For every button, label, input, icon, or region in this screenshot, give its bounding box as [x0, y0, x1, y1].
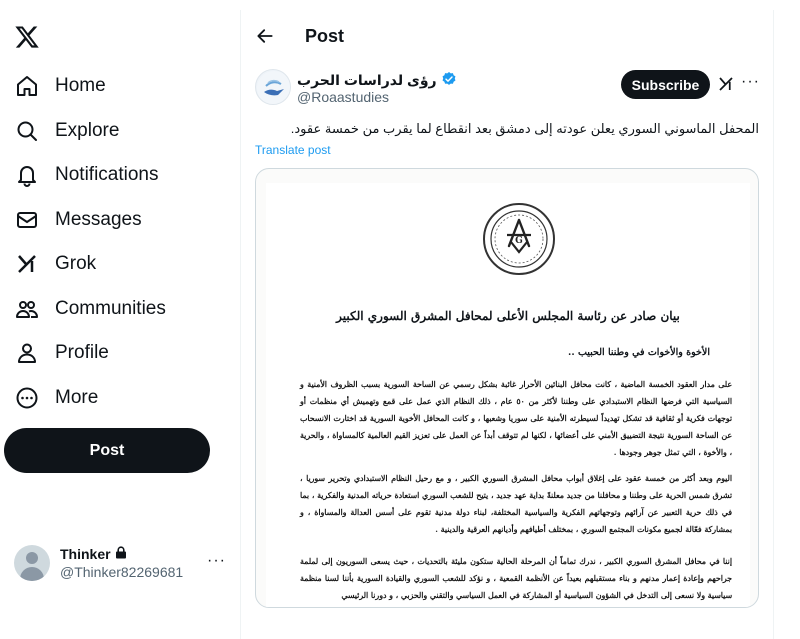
page-header	[241, 14, 773, 58]
sidebar-item-label: More	[55, 386, 99, 408]
account-name: Thinker	[60, 546, 111, 562]
avatar	[14, 545, 50, 581]
more-icon[interactable]: ···	[207, 552, 226, 569]
person-icon	[14, 340, 40, 366]
sidebar-item-profile[interactable]	[0, 331, 240, 376]
subscribe-button[interactable]: Subscribe	[621, 70, 710, 99]
divider	[773, 10, 774, 639]
sidebar-nav	[0, 0, 240, 639]
sidebar-item-grok[interactable]	[0, 242, 240, 287]
sidebar-item-label: Profile	[55, 342, 109, 364]
document-paragraph: على مدار العقود الخمسة الماضية ، كانت محافل البنائين الأحرار غائبة بشكل رسمي عن الساحة السورية بسبب الظروف الأمنية و السياسية التي فرضها النظام الاستبدادي على وطننا لأكثر من ٥٠ عام ، ذلك النظام الذي عمل على قمع وتهميش أي منظمات أو توجهات فكرية أو ثقافية قد تشكل تهديداً لسيطرته الأمنية على سوريا وشعبها ، و كانت المحافل الأخوية السورية قد اختارت الانسحاب عن الساحة السورية نتيجة التضييق الأمني على أعضائها ، لكنها لم تتوقف أبداً عن العمل على تعزيز القيم العالمية كالمساواة ، والحرية ، والأخوة ، التي تمثل جوهر وجودها .	[300, 380, 732, 457]
document-paragraph: اليوم وبعد أكثر من خمسة عقود على إغلاق أبواب محافل المشرق السوري الكبير ، و مع رحيل النظام الاستبدادي وتحرير سوريا ، تشرق شمس الحرية على وطننا و محافلنا من جديد معلنةً بداية عهد جديد ، يتيح للشعب السوري استعادة حرياته المدنية والفكرية ، بما في ذلك حرية التعبير عن آرائهم وتوجهاتهم الفكرية والسياسية المختلفة، لبناء دولة مدنية تقوم على أسس العدالة والمساواة ، و بمشاركة فعّالة لجميع مكونات المجتمع السوري ، بمختلف أطيافهم وأديانهم العرقية والدينية .	[300, 474, 732, 534]
page-title: Post	[305, 25, 345, 46]
sidebar-item-home[interactable]	[0, 64, 240, 109]
envelope-icon	[14, 207, 40, 233]
sidebar-item-communities[interactable]	[0, 287, 240, 332]
sidebar-item-label: Communities	[55, 297, 166, 319]
more-circle-icon	[14, 385, 40, 411]
x-logo-icon[interactable]	[14, 24, 42, 52]
account-handle: @Thinker82269681	[60, 564, 184, 580]
home-icon	[14, 73, 40, 99]
search-icon	[14, 118, 40, 144]
sidebar-item-label: Home	[55, 75, 106, 97]
back-arrow-icon[interactable]	[253, 24, 277, 48]
grok-icon	[14, 251, 40, 277]
svg-text:G: G	[515, 236, 523, 246]
people-icon	[14, 296, 40, 322]
translate-link[interactable]: Translate post	[255, 143, 331, 157]
author-handle[interactable]: @Roaastudies	[297, 89, 390, 105]
tweet-text: المحفل الماسوني السوري يعلن عودته إلى دمشق بعد انقطاع لما يقرب من خمسة عقود.	[290, 121, 759, 136]
sidebar-item-label: Messages	[55, 208, 142, 230]
masonic-seal-icon	[482, 202, 556, 276]
sidebar-item-label: Explore	[55, 119, 120, 141]
document-title: بيان صادر عن رئاسة المجلس الأعلى لمحافل المشرق السوري الكبير	[336, 309, 680, 323]
document-greeting: الأخوة والأخوات في وطننا الحبيب ..	[568, 347, 710, 358]
verified-badge-icon	[441, 71, 457, 90]
account-switcher[interactable]	[14, 540, 226, 586]
sidebar-item-label: Notifications	[55, 164, 159, 186]
bell-icon	[14, 162, 40, 188]
grok-icon[interactable]	[717, 75, 735, 93]
author-avatar[interactable]	[255, 69, 291, 105]
sidebar-item-more[interactable]	[0, 376, 240, 421]
tweet-image[interactable]	[255, 168, 759, 608]
more-icon[interactable]: ···	[741, 73, 760, 90]
sidebar-item-messages[interactable]	[0, 198, 240, 243]
main-column	[241, 0, 773, 639]
sidebar-item-notifications[interactable]	[0, 153, 240, 198]
post-button[interactable]: Post	[4, 428, 210, 473]
sidebar-item-label: Grok	[55, 253, 97, 275]
author-name[interactable]: رؤى لدراسات الحرب	[297, 72, 437, 88]
lock-icon	[115, 545, 127, 563]
document-paragraph: إننا في محافل المشرق السوري الكبير ، ندرك تماماً أن المرحلة الحالية ستكون مليئة بالتحديات ، حيث يسعى السوريون إلى لملمة جراحهم وإعادة إعمار مدنهم و بناء مستقبلهم بعيداً عن الأنظمة القمعية ، و نؤكد للشعب السوري والقيادة السورية بأننا لسنا منظمة سياسية ولا نسعى إلى التدخل في الشؤون السياسية أو المشاركة في العمل السياسي والتقني والحزبي ، و دورنا الرئيسي	[300, 557, 732, 600]
tweet-header	[255, 69, 759, 109]
sidebar-item-explore[interactable]	[0, 109, 240, 154]
document-image	[266, 183, 750, 608]
